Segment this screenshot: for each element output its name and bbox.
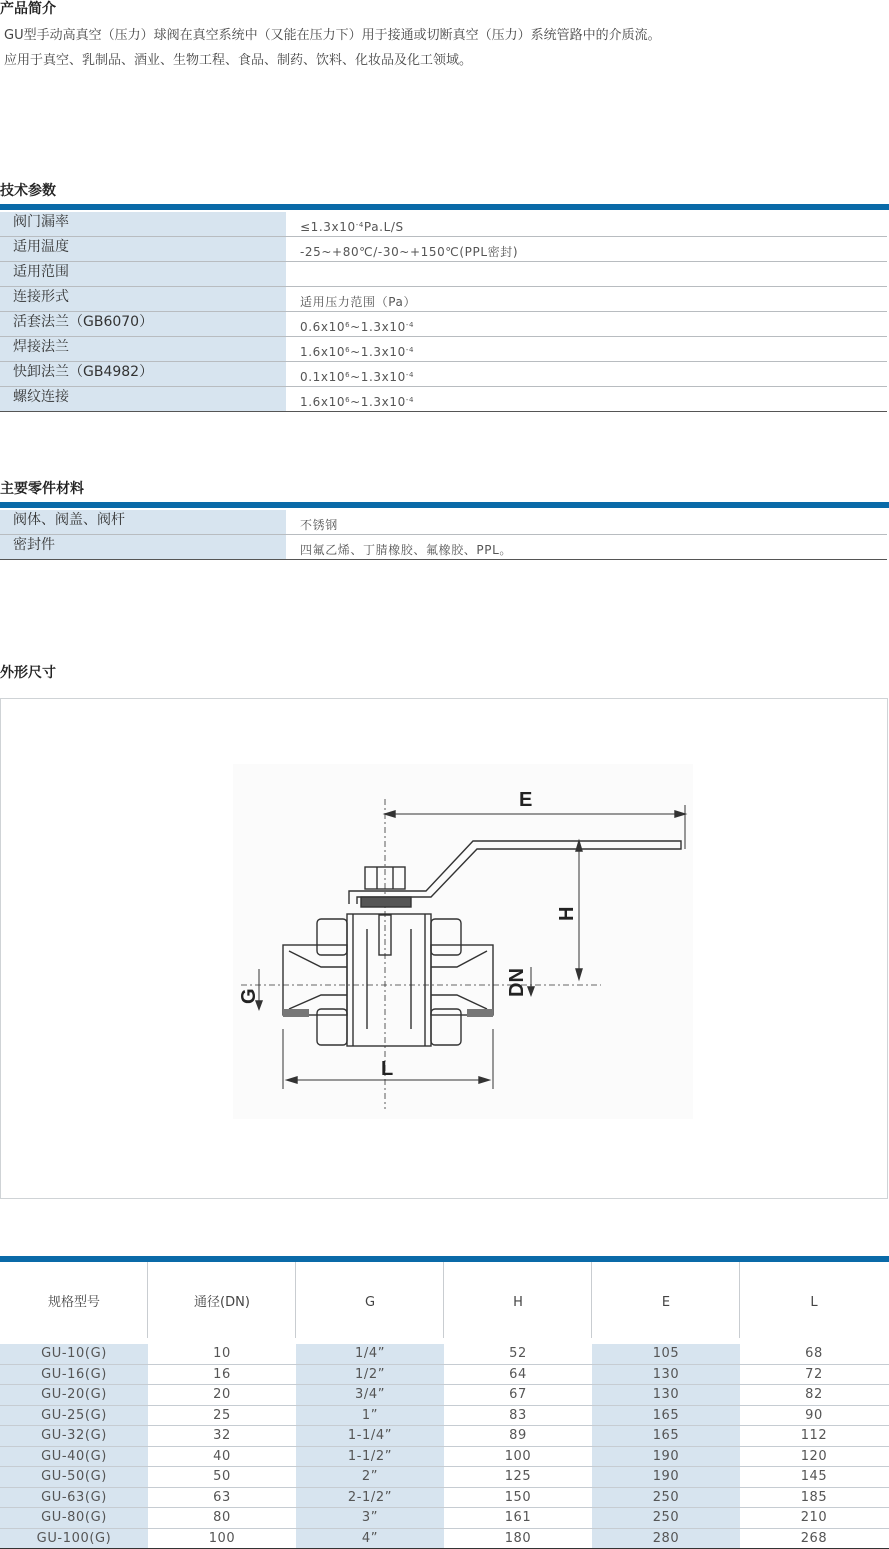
dimensions-title: 外形尺寸 bbox=[0, 664, 56, 682]
value-base-2: ~1.3x10 bbox=[350, 370, 406, 384]
table-row bbox=[0, 1406, 889, 1427]
spec-header-model: 规格型号 bbox=[0, 1262, 148, 1344]
intro-line-1: GU型手动高真空（压力）球阀在真空系统中（又能在压力下）用于接通或切断真空（压力）系统管路中的介质流。 bbox=[4, 27, 661, 45]
spec-cell-dn: 63 bbox=[148, 1488, 296, 1508]
spec-cell-model: GU-10(G) bbox=[0, 1344, 148, 1364]
spec-cell-h: 150 bbox=[444, 1488, 592, 1508]
spec-header-row bbox=[0, 1262, 889, 1344]
materials-label: 密封件 bbox=[0, 535, 286, 559]
table-row bbox=[0, 1447, 889, 1468]
dimension-l-label: L bbox=[381, 1058, 393, 1080]
spec-cell-dn: 80 bbox=[148, 1508, 296, 1528]
value-exponent-2: -4 bbox=[406, 321, 414, 329]
value-base: ≤1.3x10 bbox=[300, 220, 356, 234]
value-base: 0.6x10 bbox=[300, 320, 345, 334]
materials-value: 四氟乙烯、丁腈橡胶、氟橡胶、PPL。 bbox=[286, 535, 887, 559]
table-row bbox=[0, 1365, 889, 1386]
table-row bbox=[0, 1508, 889, 1529]
tech-label: 适用温度 bbox=[0, 237, 286, 261]
tech-row bbox=[0, 287, 887, 312]
tech-row bbox=[0, 237, 887, 262]
spec-cell-model: GU-63(G) bbox=[0, 1488, 148, 1508]
tech-row bbox=[0, 337, 887, 362]
spec-cell-model: GU-40(G) bbox=[0, 1447, 148, 1467]
tech-value bbox=[286, 337, 887, 361]
spec-cell-e: 165 bbox=[592, 1406, 740, 1426]
tech-label: 活套法兰（GB6070） bbox=[0, 312, 286, 336]
spec-cell-dn: 16 bbox=[148, 1365, 296, 1385]
spec-cell-e: 130 bbox=[592, 1385, 740, 1405]
value-unit: Pa.L/S bbox=[364, 220, 404, 234]
spec-cell-g: 4” bbox=[296, 1529, 444, 1549]
spec-cell-h: 83 bbox=[444, 1406, 592, 1426]
spec-table bbox=[0, 1262, 889, 1549]
table-row bbox=[0, 1385, 889, 1406]
value-exponent: 6 bbox=[345, 346, 350, 354]
spec-cell-e: 280 bbox=[592, 1529, 740, 1549]
spec-cell-h: 67 bbox=[444, 1385, 592, 1405]
tech-label: 连接形式 bbox=[0, 287, 286, 311]
value-base-2: ~1.3x10 bbox=[350, 395, 406, 409]
dimension-h-label: H bbox=[556, 907, 578, 921]
spec-cell-g: 3/4” bbox=[296, 1385, 444, 1405]
value-base: 0.1x10 bbox=[300, 370, 345, 384]
value-base: 1.6x10 bbox=[300, 395, 345, 409]
spec-cell-h: 52 bbox=[444, 1344, 592, 1364]
spec-cell-model: GU-32(G) bbox=[0, 1426, 148, 1446]
ball-valve-drawing bbox=[1, 699, 887, 1198]
spec-cell-l: 268 bbox=[740, 1529, 888, 1549]
tech-table bbox=[0, 212, 887, 412]
spec-header-l: L bbox=[740, 1262, 888, 1344]
tech-row bbox=[0, 212, 887, 237]
spec-header-g: G bbox=[296, 1262, 444, 1344]
spec-cell-dn: 40 bbox=[148, 1447, 296, 1467]
table-row bbox=[0, 1426, 889, 1447]
tech-value bbox=[286, 362, 887, 386]
value-base-2: ~1.3x10 bbox=[350, 320, 406, 334]
tech-label: 焊接法兰 bbox=[0, 337, 286, 361]
table-row bbox=[0, 1488, 889, 1509]
dimension-drawing-panel bbox=[0, 698, 888, 1199]
value-exponent: -4 bbox=[356, 221, 364, 229]
tech-value: -25~+80℃/-30~+150℃(PPL密封) bbox=[286, 237, 887, 261]
intro-title: 产品简介 bbox=[0, 0, 56, 18]
tech-value bbox=[286, 312, 887, 336]
spec-cell-h: 180 bbox=[444, 1529, 592, 1549]
spec-cell-h: 64 bbox=[444, 1365, 592, 1385]
tech-accent-bar bbox=[0, 204, 889, 210]
value-exponent-2: -4 bbox=[406, 346, 414, 354]
tech-row bbox=[0, 362, 887, 387]
spec-cell-l: 68 bbox=[740, 1344, 888, 1364]
value-base: 1.6x10 bbox=[300, 345, 345, 359]
spec-cell-dn: 10 bbox=[148, 1344, 296, 1364]
spec-cell-e: 165 bbox=[592, 1426, 740, 1446]
spec-cell-g: 2-1/2” bbox=[296, 1488, 444, 1508]
spec-cell-dn: 50 bbox=[148, 1467, 296, 1487]
dimension-g-label: G bbox=[238, 988, 260, 1004]
tech-value bbox=[286, 212, 887, 236]
spec-cell-l: 90 bbox=[740, 1406, 888, 1426]
materials-row bbox=[0, 510, 887, 535]
spec-cell-l: 112 bbox=[740, 1426, 888, 1446]
spec-cell-g: 1/2” bbox=[296, 1365, 444, 1385]
table-row bbox=[0, 1529, 889, 1549]
spec-cell-model: GU-50(G) bbox=[0, 1467, 148, 1487]
value-exponent-2: -4 bbox=[406, 396, 414, 404]
dimension-e-label: E bbox=[519, 789, 532, 811]
spec-header-dn: 通径(DN) bbox=[148, 1262, 296, 1344]
spec-cell-l: 145 bbox=[740, 1467, 888, 1487]
spec-cell-g: 1-1/2” bbox=[296, 1447, 444, 1467]
spec-cell-l: 120 bbox=[740, 1447, 888, 1467]
value-exponent: 6 bbox=[345, 371, 350, 379]
spec-cell-g: 3” bbox=[296, 1508, 444, 1528]
spec-cell-model: GU-100(G) bbox=[0, 1529, 148, 1549]
tech-label: 螺纹连接 bbox=[0, 387, 286, 411]
value-base-2: ~1.3x10 bbox=[350, 345, 406, 359]
spec-cell-e: 105 bbox=[592, 1344, 740, 1364]
value-exponent-2: -4 bbox=[406, 371, 414, 379]
spec-cell-dn: 20 bbox=[148, 1385, 296, 1405]
table-row bbox=[0, 1467, 889, 1488]
spec-cell-dn: 100 bbox=[148, 1529, 296, 1549]
materials-table bbox=[0, 510, 887, 560]
drawing-background bbox=[233, 764, 693, 1119]
spec-cell-e: 130 bbox=[592, 1365, 740, 1385]
spec-cell-model: GU-80(G) bbox=[0, 1508, 148, 1528]
table-row bbox=[0, 1344, 889, 1365]
spec-cell-e: 250 bbox=[592, 1508, 740, 1528]
spec-cell-h: 125 bbox=[444, 1467, 592, 1487]
spec-cell-e: 190 bbox=[592, 1467, 740, 1487]
spec-cell-dn: 32 bbox=[148, 1426, 296, 1446]
materials-title: 主要零件材料 bbox=[0, 480, 84, 498]
tech-label: 适用范围 bbox=[0, 262, 286, 286]
spec-cell-h: 100 bbox=[444, 1447, 592, 1467]
spec-cell-g: 2” bbox=[296, 1467, 444, 1487]
spec-cell-g: 1/4” bbox=[296, 1344, 444, 1364]
tech-label: 快卸法兰（GB4982） bbox=[0, 362, 286, 386]
spec-cell-l: 82 bbox=[740, 1385, 888, 1405]
intro-line-2: 应用于真空、乳制品、酒业、生物工程、食品、制药、饮料、化妆品及化工领域。 bbox=[4, 52, 472, 70]
spec-cell-l: 72 bbox=[740, 1365, 888, 1385]
tech-value: 适用压力范围（Pa） bbox=[286, 287, 887, 311]
value-exponent: 6 bbox=[345, 321, 350, 329]
spec-cell-e: 250 bbox=[592, 1488, 740, 1508]
tech-title: 技术参数 bbox=[0, 182, 56, 200]
materials-value: 不锈钢 bbox=[286, 510, 887, 534]
spec-cell-h: 89 bbox=[444, 1426, 592, 1446]
tech-value bbox=[286, 387, 887, 411]
materials-label: 阀体、阀盖、阀杆 bbox=[0, 510, 286, 534]
tech-row bbox=[0, 387, 887, 412]
tech-row bbox=[0, 262, 887, 287]
tech-label: 阀门漏率 bbox=[0, 212, 286, 236]
spec-cell-g: 1” bbox=[296, 1406, 444, 1426]
spec-cell-g: 1-1/4” bbox=[296, 1426, 444, 1446]
spec-cell-model: GU-20(G) bbox=[0, 1385, 148, 1405]
spec-cell-e: 190 bbox=[592, 1447, 740, 1467]
spec-body bbox=[0, 1344, 889, 1549]
spec-header-e: E bbox=[592, 1262, 740, 1344]
dimension-dn-label: DN bbox=[506, 968, 528, 997]
materials-row bbox=[0, 535, 887, 560]
spec-cell-model: GU-16(G) bbox=[0, 1365, 148, 1385]
spec-cell-model: GU-25(G) bbox=[0, 1406, 148, 1426]
spec-cell-h: 161 bbox=[444, 1508, 592, 1528]
value-exponent: 6 bbox=[345, 396, 350, 404]
spec-cell-dn: 25 bbox=[148, 1406, 296, 1426]
spec-cell-l: 210 bbox=[740, 1508, 888, 1528]
tech-row bbox=[0, 312, 887, 337]
materials-accent-bar bbox=[0, 502, 889, 508]
tech-value bbox=[286, 262, 887, 286]
spec-cell-l: 185 bbox=[740, 1488, 888, 1508]
spec-header-h: H bbox=[444, 1262, 592, 1344]
